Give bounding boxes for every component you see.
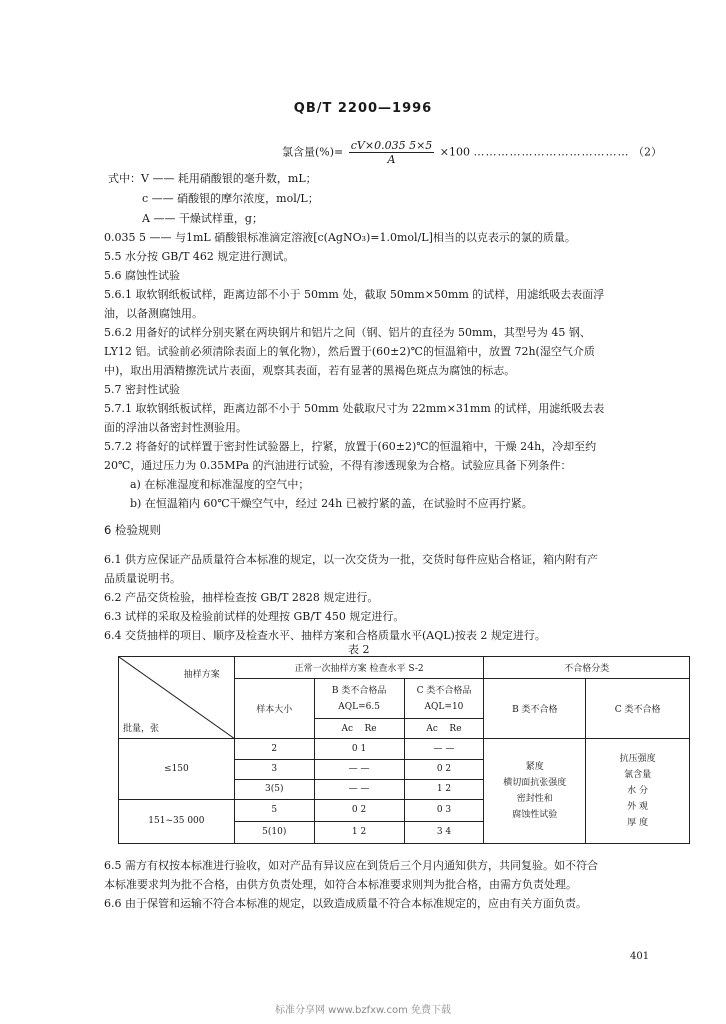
clause-line: 中)，取出用酒精擦洗试片表面，观察其表面，若有显著的黑褐色斑点为腐蚀的标志。 xyxy=(104,364,516,377)
clause-line: 20℃，通过压力为 0.35MPa 的汽油进行试验，不得有渗透现象为合格。试验应具备下列条件： xyxy=(104,459,572,472)
clause-heading: 5.6 腐蚀性试验 xyxy=(104,269,180,282)
clause-line: 5.6.2 用备好的试样分别夹紧在两块钢片和铝片之间（钢、铝片的直径为 50mm，其型号为 45 钢、 xyxy=(104,326,591,339)
table-cell: — — xyxy=(404,739,484,759)
b-fail-item: 腐蚀性试验 xyxy=(512,810,558,821)
b-fail-items xyxy=(484,739,586,844)
corner-bottom-label: 批量，张 xyxy=(123,724,160,735)
sampling-table xyxy=(118,656,690,844)
c-ac-re-header xyxy=(404,719,484,739)
col-header-b-fail: B 类不合格 xyxy=(484,679,586,739)
table-cell: 0 3 xyxy=(404,799,484,821)
page-number: 401 xyxy=(630,951,650,962)
table-cell: — — xyxy=(314,779,404,799)
clause-line: 6.3 试样的采取及检验前试样的处理按 GB/T 450 规定进行。 xyxy=(104,610,405,623)
b-ac-re-header xyxy=(314,719,404,739)
table-cell: 3 xyxy=(234,759,314,779)
table-cell: 1 2 xyxy=(314,821,404,843)
clause-heading: 5.7 密封性试验 xyxy=(104,383,180,396)
def-line: 式中：V —— 耗用硝酸银的毫升数，mL； xyxy=(108,172,317,185)
c-fail-item: 氯含量 xyxy=(624,770,652,781)
col-header-c-class xyxy=(404,679,484,719)
col-header-sample-size: 样本大小 xyxy=(234,679,314,739)
batch-size-cell: ≤150 xyxy=(119,739,235,799)
formula-tail: ×100 xyxy=(439,145,471,159)
c-fail-item: 外 观 xyxy=(627,802,649,813)
formula-leader: ………………………………… xyxy=(473,145,630,159)
table-cell: 5 xyxy=(234,799,314,821)
formula-numerator: cV×0.035 5×5 xyxy=(350,139,433,152)
formula-eqno: （2） xyxy=(633,145,663,159)
clause-line: 5.7.2 将备好的试样置于密封性试验器上，拧紧，放置于(60±2)℃的恒温箱中，干燥 24h，冷却至约 xyxy=(104,440,597,453)
table-cell: 3(5) xyxy=(234,779,314,799)
formula-denominator: A xyxy=(387,153,396,166)
clause-line: 品质量说明书。 xyxy=(104,572,181,585)
c-class-title: C 类不合格品 xyxy=(416,685,472,696)
def-line: c —— 硝酸银的摩尔浓度，mol/L； xyxy=(142,192,319,205)
table-cell: 5(10) xyxy=(234,821,314,843)
b-fail-item: 密封性和 xyxy=(516,794,553,805)
clause-line: 5.5 水分按 GB/T 462 规定进行测试。 xyxy=(104,250,295,263)
def-line: A —— 干燥试样重，g； xyxy=(142,212,263,225)
clause-line: b) 在恒温箱内 60℃干燥空气中，经过 24h 已被拧紧的盖，在试验时不应再拧紧。 xyxy=(130,497,533,510)
table-cell: 0 2 xyxy=(404,759,484,779)
col-header-c-fail: C 类不合格 xyxy=(586,679,690,739)
b-class-aql: AQL=6.5 xyxy=(338,701,380,712)
clause-line: 5.6.1 取软钢纸板试样，距离边部不小于 50mm 处，截取 50mm×50mm 的试样，用滤纸吸去表面浮 xyxy=(104,288,605,301)
clause-line: 6.6 由于保管和运输不符合本标准的规定，以致造成质量不符合本标准规定的，应由有关方面负责。 xyxy=(104,897,587,910)
b-fail-item: 紧度 xyxy=(525,762,544,773)
c-class-aql: AQL=10 xyxy=(424,701,464,712)
c-fail-items xyxy=(586,739,690,844)
table-cell: — — xyxy=(314,759,404,779)
clause-line: LY12 铝。试验前必须清除表面上的氧化物），然后置于(60±2)℃的恒温箱中，放置 72h(湿空气介质 xyxy=(104,345,595,358)
ac-label: Ac xyxy=(426,723,438,734)
group-header-nonconform: 不合格分类 xyxy=(484,657,690,679)
c-fail-item: 水 分 xyxy=(627,786,649,797)
clause-line: 6.5 需方有权按本标准进行验收，如对产品有异议应在到货后三个月内通知供方，共同复验。如不符合 xyxy=(104,859,598,872)
section-heading: 6 检验规则 xyxy=(104,523,161,537)
formula-lhs: 氯含量(%)= xyxy=(282,145,344,159)
clause-line: 本标准要求判为批不合格，由供方负责处理，如符合本标准要求则判为批合格，由需方负责处理。 xyxy=(104,878,577,891)
clause-line: a) 在标准湿度和标准湿度的空气中； xyxy=(130,478,310,491)
table-corner-cell xyxy=(119,657,235,739)
def-line: 0.035 5 —— 与1mL 硝酸银标准滴定溶液[c(AgNO₃)=1.0mol/L]相当的以克表示的氯的质量。 xyxy=(104,231,576,244)
re-label: Re xyxy=(364,723,377,734)
clause-line: 6.1 供方应保证产品质量符合本标准的规定，以一次交货为一批，交货时每件应贴合格证，箱内附有产 xyxy=(104,553,598,566)
clause-line: 面的浮油以备密封性测验用。 xyxy=(104,421,247,434)
b-fail-item: 横切面抗张强度 xyxy=(503,778,567,789)
clause-line: 6.2 产品交货检验，抽样检查按 GB/T 2828 规定进行。 xyxy=(104,591,379,604)
table-cell: 1 2 xyxy=(404,779,484,799)
group-header-sampling: 正常一次抽样方案 检查水平 S-2 xyxy=(234,657,484,679)
corner-top-label: 抽样方案 xyxy=(183,670,220,680)
table-cell: 0 1 xyxy=(314,739,404,759)
ac-label: Ac xyxy=(341,723,354,734)
table-caption: 表 2 xyxy=(348,643,370,656)
watermark-text: 标准分享网 www.bzfxw.com 免费下载 xyxy=(275,1005,451,1016)
table-cell: 0 2 xyxy=(314,799,404,821)
c-fail-item: 抗压强度 xyxy=(619,754,656,765)
table-cell: 3 4 xyxy=(404,821,484,843)
c-fail-item: 厚 度 xyxy=(627,818,649,829)
clause-line: 6.4 交货抽样的项目、顺序及检查水平、抽样方案和合格质量水平(AQL)按表 2 规定进行。 xyxy=(104,629,546,642)
table-cell: 2 xyxy=(234,739,314,759)
clause-line: 油，以备测腐蚀用。 xyxy=(104,307,203,320)
re-label: Re xyxy=(449,723,462,734)
batch-size-cell: 151~35 000 xyxy=(119,799,235,843)
standard-header: QB/T 2200—1996 xyxy=(293,101,433,116)
formula-fraction xyxy=(349,139,435,166)
clause-line: 5.7.1 取软钢纸板试样，距离边部不小于 50mm 处截取尺寸为 22mm×31mm 的试样，用滤纸吸去表 xyxy=(104,402,605,415)
chlorine-formula xyxy=(282,139,662,166)
col-header-b-class xyxy=(314,679,404,719)
b-class-title: B 类不合格品 xyxy=(331,685,387,696)
